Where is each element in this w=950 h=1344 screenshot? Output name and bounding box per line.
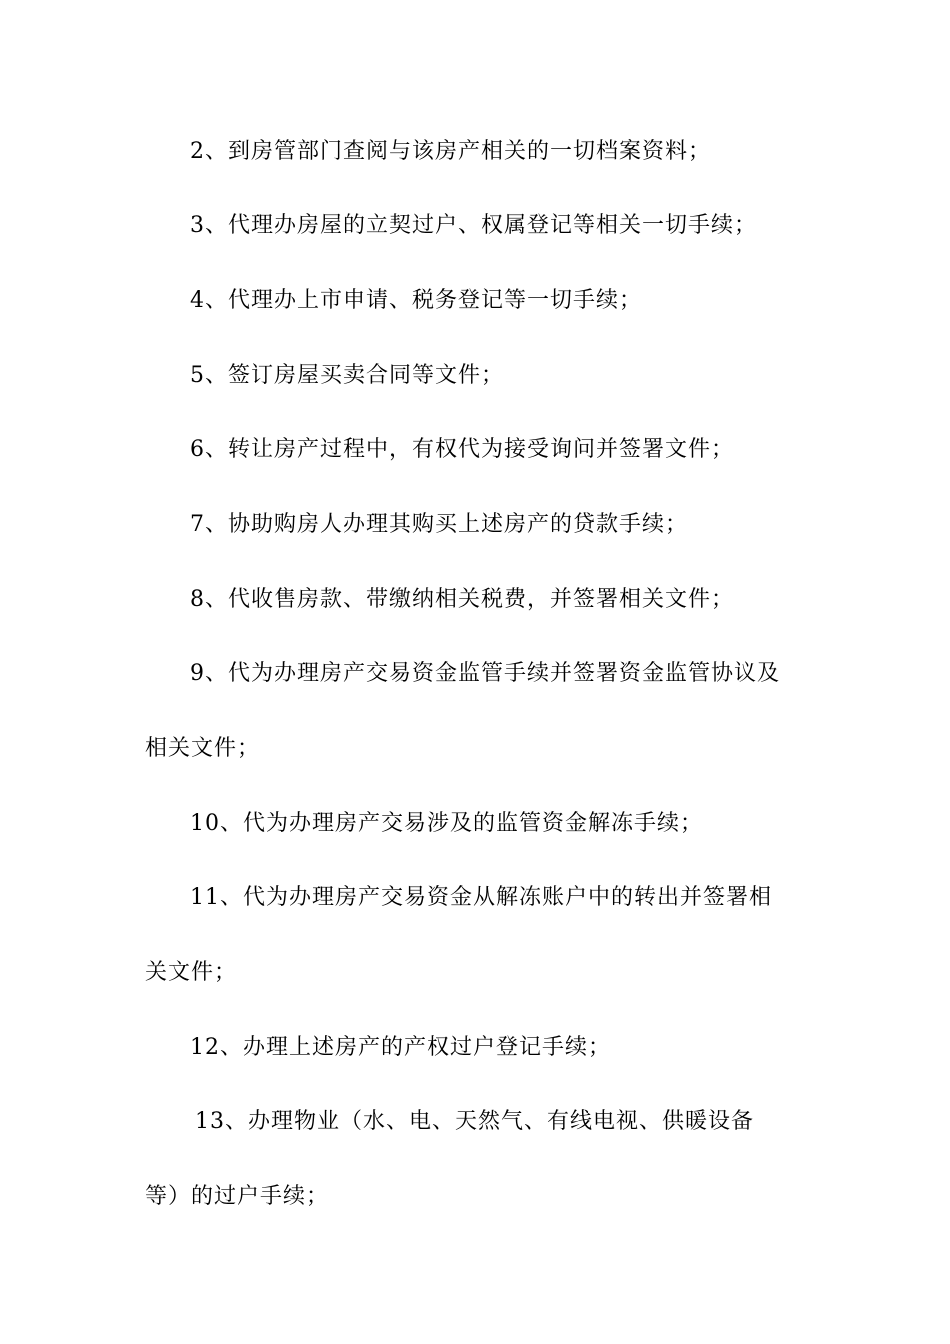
document-line-item-9-cont: 相关文件； xyxy=(145,736,261,761)
document-line-item-13: 13、办理物业（水、电、天然气、有线电视、供暖设备 xyxy=(195,1109,754,1134)
document-line-item-12: 12、办理上述房产的产权过户登记手续； xyxy=(190,1035,611,1060)
document-line-item-3: 3、代理办房屋的立契过户、权属登记等相关一切手续； xyxy=(190,213,757,238)
document-line-item-5: 5、签订房屋买卖合同等文件； xyxy=(190,363,504,388)
document-line-item-9: 9、代为办理房产交易资金监管手续并签署资金监管协议及 xyxy=(190,661,780,686)
document-line-item-4: 4、代理办上市申请、税务登记等一切手续； xyxy=(190,288,642,313)
document-line-item-8: 8、代收售房款、带缴纳相关税费，并签署相关文件； xyxy=(190,587,734,612)
document-line-item-11-cont: 关文件； xyxy=(145,960,238,985)
document-line-item-2: 2、到房管部门查阅与该房产相关的一切档案资料； xyxy=(190,139,711,164)
document-line-item-11: 11、代为办理房产交易资金从解冻账户中的转出并签署相 xyxy=(190,885,772,910)
document-line-item-7: 7、协助购房人办理其购买上述房产的贷款手续； xyxy=(190,512,688,537)
document-line-item-6: 6、转让房产过程中，有权代为接受询问并签署文件； xyxy=(190,437,734,462)
document-line-item-13-cont: 等）的过户手续； xyxy=(145,1184,330,1209)
document-line-item-10: 10、代为办理房产交易涉及的监管资金解冻手续； xyxy=(190,811,703,836)
